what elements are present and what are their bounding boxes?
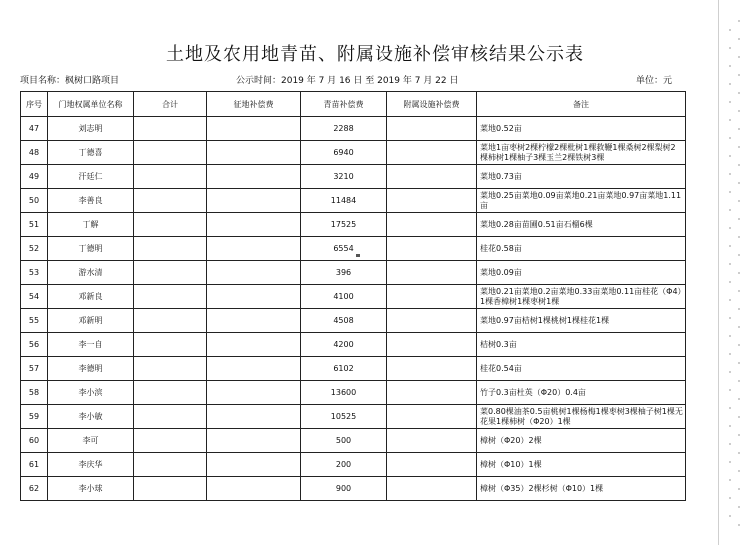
col-header-crop: 青苗补偿费 [301, 92, 387, 117]
remarks: 樟树（Φ10）1棵 [477, 453, 686, 477]
land-compensation [207, 477, 301, 501]
crop-compensation: 900 [301, 477, 387, 501]
remarks: 桔树0.3亩 [477, 333, 686, 357]
holder-name: 李德明 [48, 357, 134, 381]
total-amount [134, 309, 207, 333]
holder-name: 丁德明 [48, 237, 134, 261]
crop-compensation: 6940 [301, 141, 387, 165]
land-compensation [207, 165, 301, 189]
holder-name: 李小球 [48, 477, 134, 501]
table-row [21, 381, 686, 405]
total-amount [134, 405, 207, 429]
row-number: 57 [21, 357, 48, 381]
land-compensation [207, 453, 301, 477]
land-compensation [207, 285, 301, 309]
row-number: 49 [21, 165, 48, 189]
project-name: 项目名称：枫树口路项目 [20, 76, 120, 86]
remarks: 菜地0.25亩菜地0.09亩菜地0.21亩菜地0.97亩菜地1.11亩 [477, 189, 686, 213]
remarks: 桂花0.54亩 [477, 357, 686, 381]
table-row [21, 141, 686, 165]
crop-compensation: 6554 [301, 237, 387, 261]
table-row [21, 285, 686, 309]
remarks: 桂花0.58亩 [477, 237, 686, 261]
table-row [21, 165, 686, 189]
crop-compensation: 396 [301, 261, 387, 285]
crop-compensation: 17525 [301, 213, 387, 237]
col-header-facility: 附属设施补偿费 [387, 92, 477, 117]
row-number: 55 [21, 309, 48, 333]
crop-compensation: 4508 [301, 309, 387, 333]
remarks: 竹子0.3亩杜英（Φ20）0.4亩 [477, 381, 686, 405]
land-compensation [207, 429, 301, 453]
holder-name: 李小敏 [48, 405, 134, 429]
crop-compensation: 200 [301, 453, 387, 477]
compensation-table [20, 91, 686, 501]
holder-name: 游水清 [48, 261, 134, 285]
total-amount [134, 429, 207, 453]
page-title: 土地及农用地青苗、附属设施补偿审核结果公示表 [166, 44, 584, 65]
currency-unit: 单位：元 [636, 76, 673, 86]
remarks: 菜0.80棵油茶0.5亩桃树1棵杨梅1棵枣树3棵柚子树1棵无花果1棵柿树（Φ20）1棵 [477, 405, 686, 429]
facility-compensation [387, 333, 477, 357]
remarks: 樟树（Φ35）2棵杉树（Φ10）1棵 [477, 477, 686, 501]
total-amount [134, 117, 207, 141]
facility-compensation [387, 189, 477, 213]
col-header-land: 征地补偿费 [207, 92, 301, 117]
remarks: 菜地1亩枣树2棵柠檬2棵枇树1棵救鞭1棵桑树2棵梨树2棵柿树1棵柚子3棵玉兰2棵铁树3棵 [477, 141, 686, 165]
remarks: 菜地0.97亩桔树1棵桃树1棵桂花1棵 [477, 309, 686, 333]
total-amount [134, 189, 207, 213]
crop-compensation: 6102 [301, 357, 387, 381]
holder-name: 李小滨 [48, 381, 134, 405]
land-compensation [207, 237, 301, 261]
table-row [21, 189, 686, 213]
col-header-note: 备注 [477, 92, 686, 117]
crop-compensation: 3210 [301, 165, 387, 189]
table-row [21, 117, 686, 141]
crop-compensation: 11484 [301, 189, 387, 213]
remarks: 菜地0.28亩苗圃0.51亩石榴6棵 [477, 213, 686, 237]
table-row [21, 213, 686, 237]
remarks: 菜地0.73亩 [477, 165, 686, 189]
holder-name: 刘志明 [48, 117, 134, 141]
facility-compensation [387, 141, 477, 165]
facility-compensation [387, 117, 477, 141]
row-number: 58 [21, 381, 48, 405]
remarks: 樟树（Φ20）2棵 [477, 429, 686, 453]
holder-name: 李一自 [48, 333, 134, 357]
facility-compensation [387, 477, 477, 501]
total-amount [134, 141, 207, 165]
col-header-total: 合计 [134, 92, 207, 117]
table-row [21, 429, 686, 453]
facility-compensation [387, 453, 477, 477]
scan-edge-line [718, 0, 719, 545]
table-row [21, 477, 686, 501]
holder-name: 邓新明 [48, 309, 134, 333]
crop-compensation: 4200 [301, 333, 387, 357]
row-number: 60 [21, 429, 48, 453]
land-compensation [207, 333, 301, 357]
land-compensation [207, 261, 301, 285]
publication-period: 公示时间：2019 年 7 月 16 日 至 2019 年 7 月 22 日 [236, 76, 459, 86]
table-row [21, 261, 686, 285]
remarks: 菜地0.21亩菜地0.2亩菜地0.33亩菜地0.11亩桂花（Φ4）1棵香樟树1棵枣树1棵 [477, 285, 686, 309]
row-number: 53 [21, 261, 48, 285]
crop-compensation: 4100 [301, 285, 387, 309]
row-number: 52 [21, 237, 48, 261]
remarks: 菜地0.52亩 [477, 117, 686, 141]
total-amount [134, 477, 207, 501]
total-amount [134, 285, 207, 309]
row-number: 59 [21, 405, 48, 429]
row-number: 62 [21, 477, 48, 501]
facility-compensation [387, 213, 477, 237]
land-compensation [207, 381, 301, 405]
scan-speck [356, 254, 360, 257]
facility-compensation [387, 405, 477, 429]
holder-name: 邓新良 [48, 285, 134, 309]
land-compensation [207, 357, 301, 381]
holder-name: 汗廷仁 [48, 165, 134, 189]
facility-compensation [387, 429, 477, 453]
land-compensation [207, 405, 301, 429]
total-amount [134, 381, 207, 405]
total-amount [134, 165, 207, 189]
table-row [21, 405, 686, 429]
row-number: 56 [21, 333, 48, 357]
scan-noise [720, 0, 750, 545]
holder-name: 李可 [48, 429, 134, 453]
row-number: 54 [21, 285, 48, 309]
total-amount [134, 453, 207, 477]
crop-compensation: 10525 [301, 405, 387, 429]
row-number: 48 [21, 141, 48, 165]
total-amount [134, 261, 207, 285]
row-number: 61 [21, 453, 48, 477]
table-row [21, 453, 686, 477]
holder-name: 李庆华 [48, 453, 134, 477]
land-compensation [207, 309, 301, 333]
table-row [21, 357, 686, 381]
facility-compensation [387, 237, 477, 261]
table-header-row [21, 92, 686, 117]
col-header-no: 序号 [21, 92, 48, 117]
total-amount [134, 237, 207, 261]
facility-compensation [387, 261, 477, 285]
land-compensation [207, 189, 301, 213]
holder-name: 丁德喜 [48, 141, 134, 165]
total-amount [134, 213, 207, 237]
facility-compensation [387, 357, 477, 381]
crop-compensation: 500 [301, 429, 387, 453]
total-amount [134, 357, 207, 381]
crop-compensation: 13600 [301, 381, 387, 405]
facility-compensation [387, 285, 477, 309]
facility-compensation [387, 309, 477, 333]
table-row [21, 333, 686, 357]
land-compensation [207, 213, 301, 237]
table-row [21, 237, 686, 261]
land-compensation [207, 117, 301, 141]
holder-name: 李善良 [48, 189, 134, 213]
facility-compensation [387, 165, 477, 189]
col-header-name: 门地权属单位名称 [48, 92, 134, 117]
crop-compensation: 2288 [301, 117, 387, 141]
row-number: 51 [21, 213, 48, 237]
facility-compensation [387, 381, 477, 405]
row-number: 50 [21, 189, 48, 213]
row-number: 47 [21, 117, 48, 141]
land-compensation [207, 141, 301, 165]
total-amount [134, 333, 207, 357]
holder-name: 丁解 [48, 213, 134, 237]
remarks: 菜地0.09亩 [477, 261, 686, 285]
table-row [21, 309, 686, 333]
